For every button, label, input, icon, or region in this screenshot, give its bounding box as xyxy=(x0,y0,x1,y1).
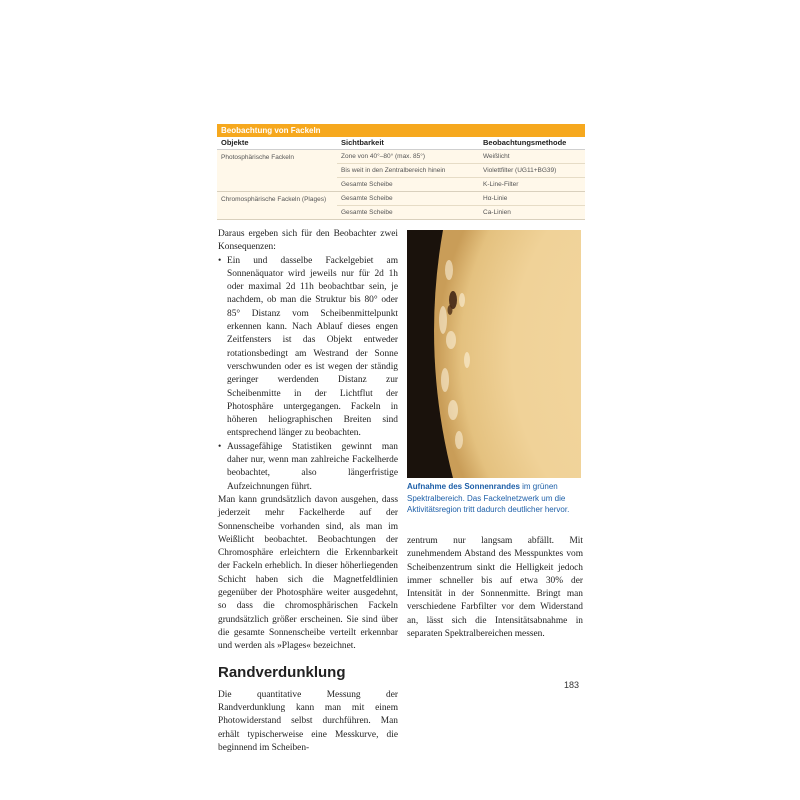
intro-paragraph: Daraus ergeben sich für den Beobachter zwei Konsequenzen: xyxy=(218,229,398,253)
body-paragraph: zentrum nur langsam abfällt. Mit zunehmendem Abstand des Messpunktes vom Scheibenzentrum sinkt die Helligkeit jedoch immer schneller bis auf etwa 30% der Intensität in der Sonnenmitte. Bringt man verschiedene Farbfilter vor dem Widerstand an, lässt sich die Intensitätsabnahme in separaten Spektralbereichen messen. xyxy=(407,536,583,640)
sun-limb-image xyxy=(407,230,581,478)
table-cell-visibility: Gesamte Scheibe xyxy=(341,195,393,202)
table-cell-method: Ca-Linien xyxy=(483,209,511,216)
caption-text: im grünen Spektralbereich. Das Fackelnetzwerk um die Aktivitätsregion tritt dadurch deutlicher hervor. xyxy=(407,482,570,514)
table-cell-method: K-Line-Filter xyxy=(483,181,519,188)
table-title: Beobachtung von Fackeln xyxy=(217,124,585,137)
table-row xyxy=(337,178,585,191)
right-text-column xyxy=(407,535,583,641)
page-number: 183 xyxy=(564,680,580,690)
table-header-row xyxy=(217,137,585,150)
table-header-method: Beobachtungsmethode xyxy=(483,138,567,147)
table-row xyxy=(337,150,585,164)
table-header-visibility: Sichtbarkeit xyxy=(341,138,384,147)
body-paragraph: Man kann grundsätzlich davon ausgehen, dass jederzeit mehr Fackelherde auf der Sonnenscheibe vorhanden sind, als man im Weißlicht beobachtet. Beobachtungen der Chromosphäre erleichtern die Erkennbarkeit der Fackeln erheblich. In dieser höherliegenden Schicht haben sich die Magnetfeldlinien gegenüber der Photosphäre weiter ausgedehnt, so dass die chromosphärischen Fackeln grundsätzlich größer erscheinen. Sie sind über die gesamte Sonnenscheibe verteilt erkennbar und werden als »Plages« bezeichnet. xyxy=(218,494,398,652)
list-item: • Ein und dasselbe Fackelgebiet am Sonnenäquator wird jeweils nur für 2d 1h oder maximal 2d 11h beobachtbar sein, je nachdem, ob man die Struktur bis 80° oder 85° Distanz vom Scheibenmittelpunkt erkennen kann. Nach Ablauf dieses engen Zeitfensters ist das Objekt entweder rotationsbedingt am Westrand der Sonne verschwunden oder es ist wegen der ständig geringer werdenden Distanz zur Scheibenmitte in der Lichtflut der Photosphäre untergegangen. Fackeln in höheren heliographischen Breiten sind entsprechend länger zu beobachten. xyxy=(218,255,398,441)
table-cell-object: Chromosphärische Fackeln (Plages) xyxy=(221,196,327,203)
observation-table xyxy=(217,124,585,220)
table-cell-method: Violettfilter (UG11+BG39) xyxy=(483,167,557,174)
table-header-objects: Objekte xyxy=(221,138,249,147)
table-row xyxy=(337,192,585,206)
sun-limb-photo xyxy=(407,230,581,478)
left-text-column xyxy=(218,228,398,755)
table-row xyxy=(337,206,585,219)
list-item: • Aussagefähige Statistiken gewinnt man daher nur, wenn man zahlreiche Fackelherde beobachtet, also längerfristige Aufzeichnungen führt. xyxy=(218,441,398,494)
table-cell-object: Photosphärische Fackeln xyxy=(221,154,294,161)
table-cell-visibility: Zone von 40°–80° (max. 85°) xyxy=(341,153,426,160)
table-row xyxy=(337,164,585,178)
table-cell-visibility: Gesamte Scheibe xyxy=(341,209,393,216)
caption-bold: Aufnahme des Sonnenrandes xyxy=(407,482,520,491)
body-paragraph: Die quantitative Messung der Randverdunklung kann man mit einem Photowiderstand selbst durchführen. Man erhält typischerweise eine Messkurve, die beginnend im Scheiben- xyxy=(218,689,398,753)
table-group-chromospheric xyxy=(217,192,585,220)
photo-caption xyxy=(407,481,583,516)
table-group-photospheric xyxy=(217,150,585,192)
section-heading: Randverdunklung xyxy=(218,663,346,681)
table-cell-method: Hα-Linie xyxy=(483,195,508,202)
consequences-list xyxy=(218,255,398,494)
table-cell-visibility: Gesamte Scheibe xyxy=(341,181,393,188)
table-cell-method: Weißlicht xyxy=(483,153,510,160)
table-cell-visibility: Bis weit in den Zentralbereich hinein xyxy=(341,167,446,174)
